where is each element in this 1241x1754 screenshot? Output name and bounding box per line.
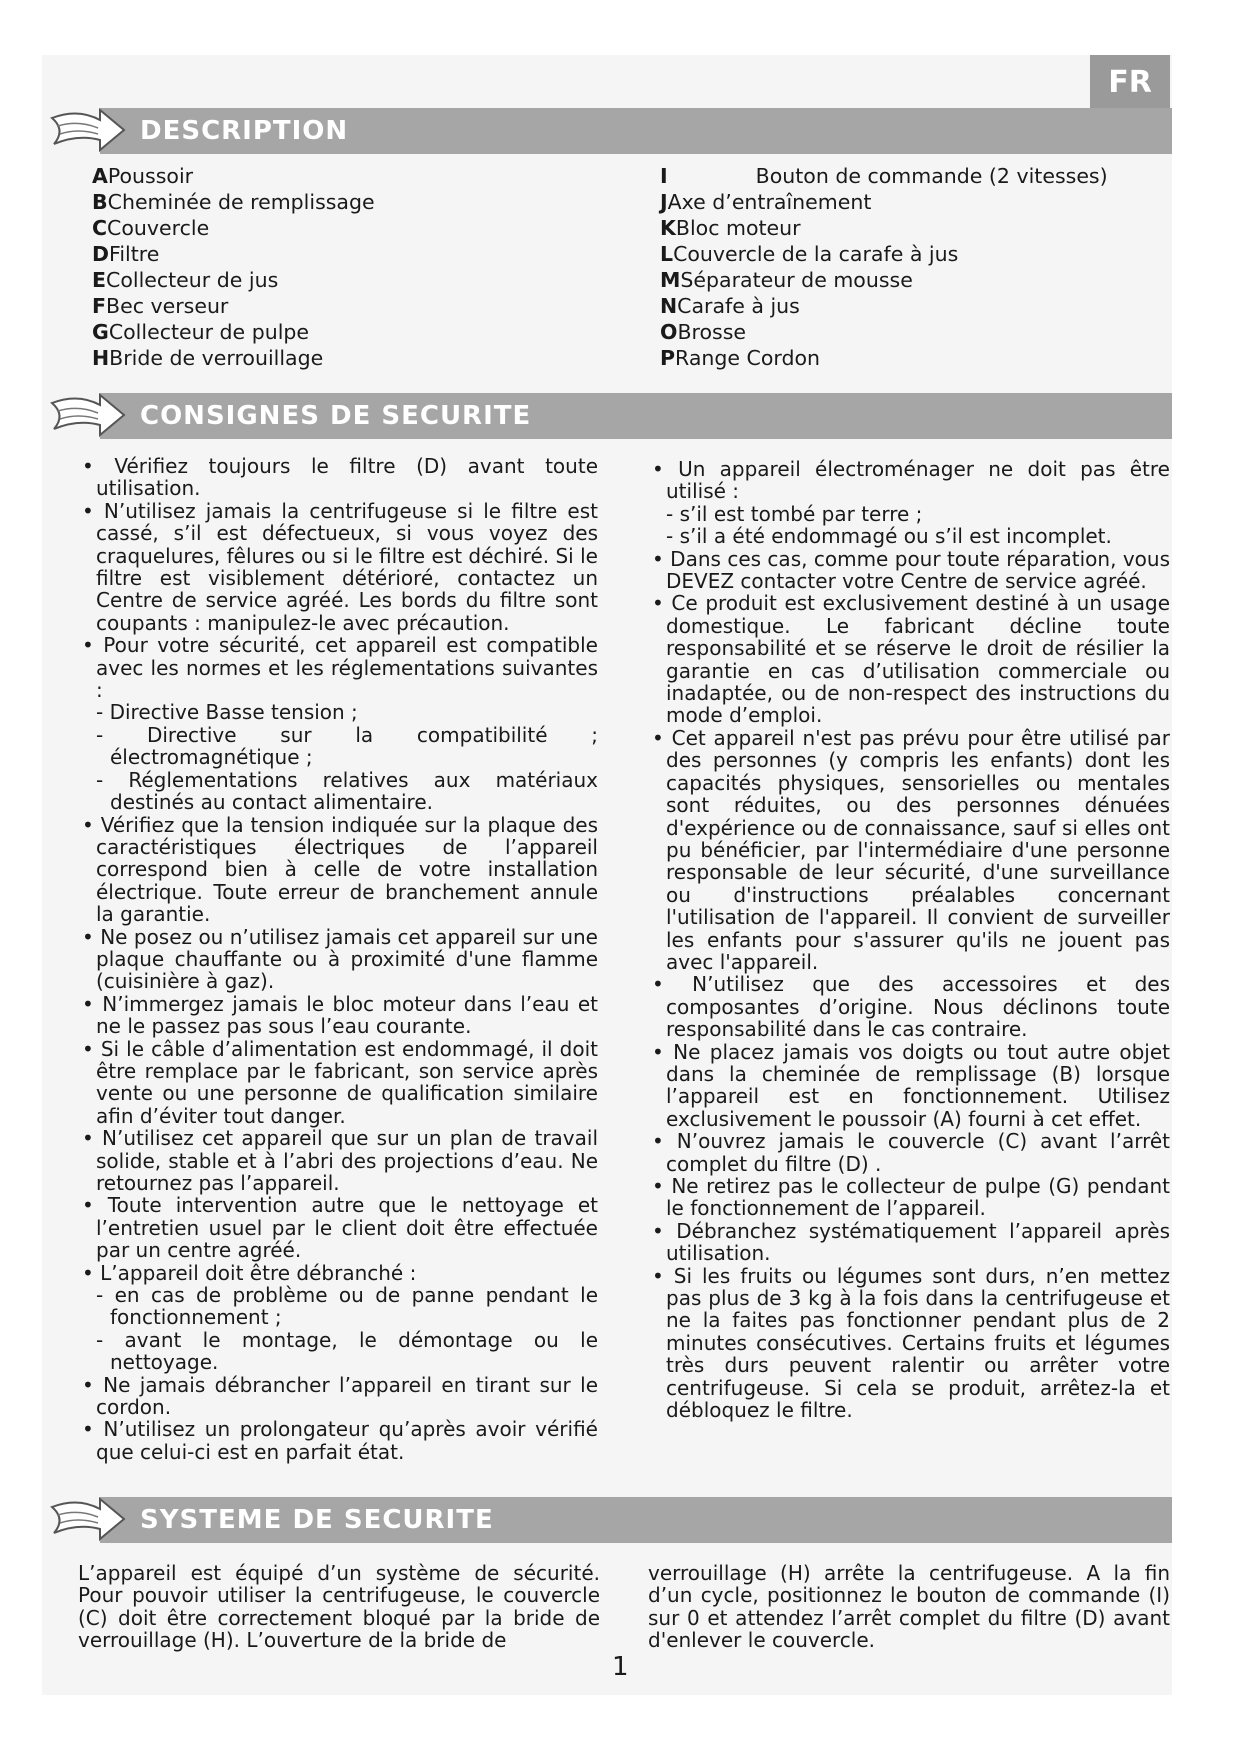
description-letter: M <box>660 268 681 292</box>
safety-sub-item: - s’il a été endommagé ou s’il est incomplet. <box>666 524 1112 549</box>
description-letter: K <box>660 216 676 240</box>
description-letter: A <box>92 164 108 188</box>
description-label: Cheminée de remplissage <box>107 190 375 214</box>
description-letter: C <box>92 216 108 240</box>
description-item <box>92 345 375 371</box>
description-label: Bride de verrouillage <box>109 346 324 370</box>
language-tab: FR <box>1090 55 1170 110</box>
safety-bullet: • Débranchez systématiquement l’appareil après utilisation. <box>652 1218 1170 1266</box>
safety-bullet: • N’utilisez cet appareil que sur un plan de travail solide, stable et à l’abri des projections d’eau. Ne retournez pas l’appareil. <box>82 1126 598 1195</box>
consignes-column-right <box>648 458 1170 1421</box>
section-title-consignes: CONSIGNES DE SECURITE <box>140 401 532 431</box>
description-item <box>660 267 1108 293</box>
description-letter: L <box>660 242 674 266</box>
description-letter: H <box>92 346 110 370</box>
safety-bullet: • N’ouvrez jamais le couvercle (C) avant l’arrêt complet du filtre (D) . <box>652 1129 1170 1176</box>
section-title-description: DESCRIPTION <box>140 116 349 146</box>
description-letter: I <box>660 164 668 188</box>
arrow-icon <box>48 1493 128 1547</box>
description-letter: B <box>92 190 108 214</box>
safety-bullet: • Ne retirez pas le collecteur de pulpe (G) pendant le fonctionnement de l’appareil. <box>652 1174 1170 1221</box>
consignes-column-left <box>78 455 598 1463</box>
safety-sub-item: - avant le montage, le démontage ou le nettoyage. <box>96 1327 598 1375</box>
safety-sub-item: - Directive Basse tension ; <box>96 700 358 725</box>
arrow-icon <box>48 104 128 158</box>
description-label: Couvercle <box>107 216 210 240</box>
description-label: Bloc moteur <box>675 216 801 240</box>
page-number: 1 <box>612 1652 629 1682</box>
description-item <box>660 189 1108 215</box>
safety-bullet: • N’utilisez que des accessoires et des composantes d’origine. Nous déclinons toute responsabilité dans le cas contraire. <box>652 972 1170 1042</box>
safety-bullet: • Ne posez ou n’utilisez jamais cet appareil sur une plaque chauffante ou à proximité d'une flamme (cuisinière à gaz). <box>82 924 598 994</box>
safety-bullet: • Si les fruits ou légumes sont durs, n’en mettez pas plus de 3 kg à la fois dans la centrifugeuse et ne la faites pas fonctionner pendant plus de 2 minutes consécutives. Certains fruits et légumes très durs peuvent ralentir ou arrêter votre centrifugeuse. Si cela se produit, arrêtez-la et débloquez le filtre. <box>652 1263 1170 1423</box>
safety-bullet: • Pour votre sécurité, cet appareil est compatible avec les normes et les réglementations suivantes : <box>82 633 598 703</box>
safety-sub-item: - Directive sur la compatibilité ; électromagnétique ; <box>96 722 598 770</box>
description-item <box>92 189 375 215</box>
safety-bullet: • N’utilisez jamais la centrifugeuse si le filtre est cassé, s’il est défectueux, si vous voyez des craquelures, fêlures ou si le filtre est déchiré. Si le filtre est visiblement détérioré, contactez un Centre de service agréé. Les bords du filtre sont coupants : manipulez-le avec précaution. <box>82 498 598 635</box>
description-item <box>660 241 1108 267</box>
description-label: Carafe à jus <box>677 294 800 318</box>
description-label: Axe d’entraînement <box>667 190 872 214</box>
safety-bullet: • Toute intervention autre que le nettoyage et l’entretien usuel par le client doit être effectuée par un centre agréé. <box>82 1193 598 1263</box>
description-label: Bec verseur <box>106 294 229 318</box>
description-item <box>92 241 375 267</box>
safety-bullet: • L’appareil doit être débranché : <box>82 1260 417 1285</box>
safety-bullet: • Cet appareil n'est pas prévu pour être utilisé par des personnes (y compris les enfants) dont les capacités physiques, sensorielles ou mentales sont réduites, ou des personnes dénuées d'expérience ou de connaissance, sauf si elles ont pu bénéficier, par l'intermédiaire d'une personne responsable de leur sécurité, d'une surveillance ou d'instructions préalables concernant l'utilisation de l'appareil. Il convient de surveiller les enfants pour s'assurer qu'ils ne jouent pas avec l'appareil. <box>652 725 1170 974</box>
description-item <box>660 293 1108 319</box>
safety-bullet: • Vérifiez que la tension indiquée sur la plaque des caractéristiques électriques de l’appareil correspond bien à celle de votre installation électrique. Toute erreur de branchement annule la garantie. <box>82 812 598 927</box>
description-letter: D <box>92 242 110 266</box>
description-label: Séparateur de mousse <box>680 268 913 292</box>
description-letter: E <box>92 268 107 292</box>
description-letter: G <box>92 320 109 344</box>
arrow-icon <box>48 389 128 443</box>
safety-bullet: • Dans ces cas, comme pour toute réparation, vous DEVEZ contacter votre Centre de service agréé. <box>652 546 1170 594</box>
description-letter: O <box>660 320 678 344</box>
safety-bullet: • N’immergez jamais le bloc moteur dans l’eau et ne le passez pas sous l’eau courante. <box>82 991 598 1039</box>
description-label: Poussoir <box>107 164 194 188</box>
description-item <box>660 319 1108 345</box>
safety-bullet: • Ne placez jamais vos doigts ou tout autre objet dans la cheminée de remplissage (B) lorsque l’appareil est en fonctionnement. Utilisez exclusivement le poussoir (A) fourni à cet effet. <box>652 1039 1170 1131</box>
systeme-text-right: verrouillage (H) arrête la centrifugeuse. A la fin d’un cycle, positionnez le bouton de commande (I) sur 0 et attendez l’arrêt complet du filtre (D) avant d'enlever le couvercle. <box>648 1561 1170 1653</box>
safety-sub-item: - s’il est tombé par terre ; <box>666 501 923 526</box>
description-label: Bouton de commande (2 vitesses) <box>755 164 1108 188</box>
description-label: Couvercle de la carafe à jus <box>673 242 959 266</box>
description-label: Filtre <box>109 242 160 266</box>
description-label: Collecteur de pulpe <box>108 320 310 344</box>
description-item <box>660 345 1108 371</box>
description-label: Range Cordon <box>675 346 820 370</box>
safety-sub-item: - en cas de problème ou de panne pendant le fonctionnement ; <box>96 1283 598 1330</box>
description-label: Brosse <box>677 320 746 344</box>
safety-bullet: • Un appareil électroménager ne doit pas être utilisé : <box>652 457 1170 504</box>
description-item <box>92 319 375 345</box>
description-letter: P <box>660 346 676 370</box>
description-item <box>660 163 1108 189</box>
description-letter: N <box>660 294 678 318</box>
description-item <box>92 293 375 319</box>
description-item <box>92 163 375 189</box>
description-letter: J <box>660 190 668 214</box>
description-list-left <box>92 163 375 371</box>
section-title-systeme: SYSTEME DE SECURITE <box>140 1505 494 1535</box>
safety-bullet: • N’utilisez un prolongateur qu’après avoir vérifié que celui-ci est en parfait état. <box>82 1417 598 1464</box>
safety-bullet: • Si le câble d’alimentation est endommagé, il doit être remplace par le fabricant, son service après vente ou une personne de qualification similaire afin d’éviter tout danger. <box>82 1036 598 1128</box>
description-letter: F <box>92 294 107 318</box>
safety-bullet: • Vérifiez toujours le filtre (D) avant toute utilisation. <box>82 454 598 501</box>
safety-bullet: • Ne jamais débrancher l’appareil en tirant sur le cordon. <box>82 1372 598 1420</box>
description-list-right <box>660 163 1108 371</box>
safety-bullet: • Ce produit est exclusivement destiné à un usage domestique. Le fabricant décline toute responsabilité et se réserve le droit de résilier la garantie en cas d’utilisation commerciale ou inadaptée, ou de non-respect des instructions du mode d’emploi. <box>652 591 1170 728</box>
systeme-text-left: L’appareil est équipé d’un système de sécurité. Pour pouvoir utiliser la centrifugeuse, le couvercle (C) doit être correctement bloqué par la bride de verrouillage (H). L’ouverture de la bride de <box>78 1561 600 1653</box>
safety-sub-item: - Réglementations relatives aux matériaux destinés au contact alimentaire. <box>96 767 598 815</box>
description-item <box>92 215 375 241</box>
description-item <box>92 267 375 293</box>
description-label: Collecteur de jus <box>106 268 279 292</box>
description-item <box>660 215 1108 241</box>
